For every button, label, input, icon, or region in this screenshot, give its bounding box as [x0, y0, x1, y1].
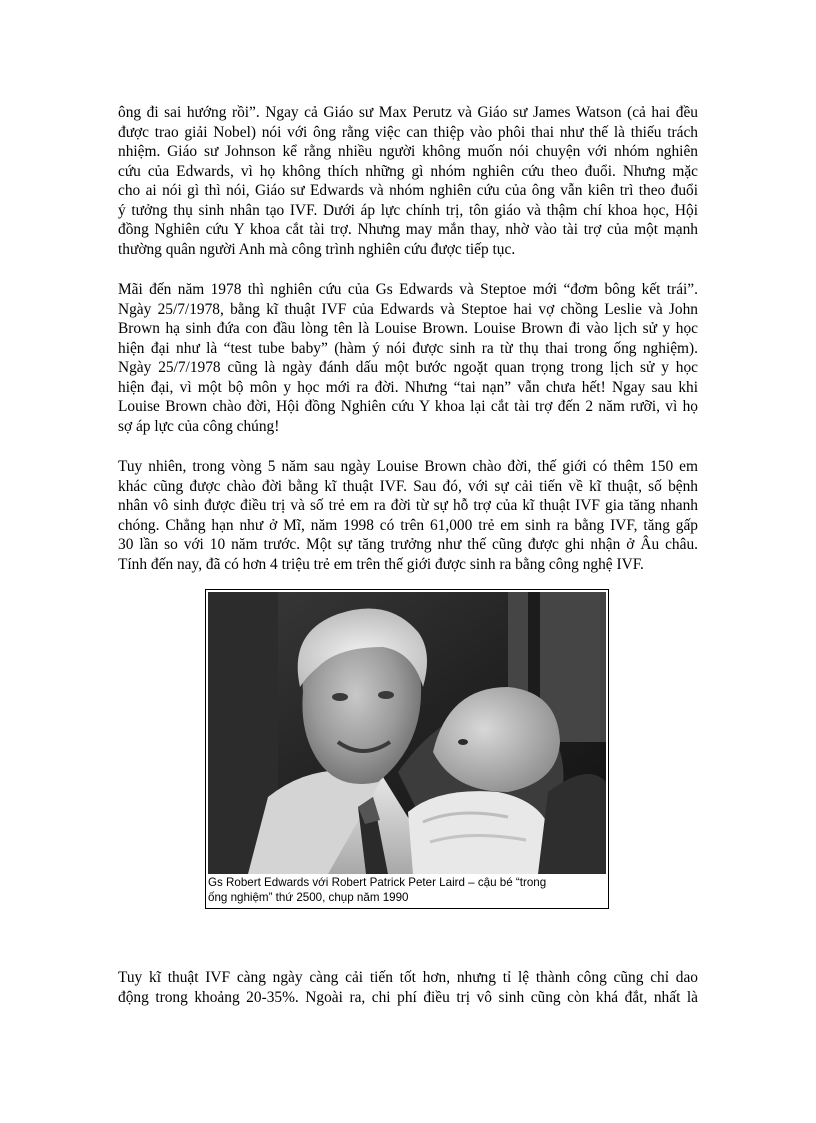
text-line: chóng. Chẳng hạn như ở Mĩ, năm 1998 có trên 61,000 trẻ em sinh ra bằng IVF, tăng gấp [118, 516, 698, 534]
text-line: 30 lần so với 10 năm trước. Một sự tăng trưởng như thế cũng được ghi nhận ở Âu châu. [118, 536, 698, 553]
text-line: Ngày 25/7/1978, bằng kĩ thuật IVF của Edwards và Steptoe hai vợ chồng Leslie và John [118, 300, 698, 318]
text-line: Brown hạ sinh đứa con đầu lòng tên là Louise Brown. Louise Brown đi vào lịch sử y học [118, 320, 698, 337]
photo-figure [205, 589, 609, 909]
caption-line: Gs Robert Edwards với Robert Patrick Peter Laird – cậu bé “trong [208, 876, 547, 889]
photo-edwards-with-baby [208, 592, 606, 874]
text-line: hiện đại, vì một bộ môn y học mới ra đời. Nhưng “tai nạn” vẫn chưa hết! Ngay sau khi [118, 378, 698, 396]
text-line: nhân vô sinh được điều trị và số trẻ em ra đời từ sự hỗ trợ của kĩ thuật IVF gia tăng nhanh [118, 497, 698, 514]
text-line: Tuy nhiên, trong vòng 5 năm sau ngày Louise Brown chào đời, thế giới có thêm 150 em [118, 458, 698, 475]
text-line: Louise Brown chào đời, Hội đồng Nghiên cứu Y khoa lại cắt tài trợ đến 2 năm rưỡi, vì họ [118, 398, 698, 415]
text-line: Tính đến nay, đã có hơn 4 triệu trẻ em trên thế giới được sinh ra bằng công nghệ IVF. [118, 555, 644, 573]
paragraph-success-rate [118, 968, 698, 1007]
text-line: được trao giải Nobel) nói với ông rằng việc can thiệp vào phôi thai như thế là thiếu trách [118, 123, 698, 141]
text-line: Tuy kĩ thuật IVF càng ngày càng cải tiến tốt hơn, nhưng tỉ lệ thành công cũng chỉ dao [118, 969, 698, 986]
text-line: sợ áp lực của công chúng! [118, 417, 280, 435]
text-line: nhiệm. Giáo sư Johnson kể rằng nhiều người không muốn nói chuyện với nhóm nghiên [118, 143, 698, 160]
text-line: khác cũng được chào đời bằng kĩ thuật IVF. Sau đó, với sự cải tiến về kĩ thuật, số bệnh [118, 477, 698, 495]
paragraph-opposition [118, 103, 698, 259]
text-line: ý tưởng thụ sinh nhân tạo IVF. Dưới áp lực chính trị, tôn giáo và thậm chí khoa học, Hội [118, 201, 698, 219]
text-line: Mãi đến năm 1978 thì nghiên cứu của Gs Edwards và Steptoe mới “đơm bông kết trái”. [118, 281, 698, 298]
text-line: ông đi sai hướng rồi”. Ngay cả Giáo sư Max Perutz và Giáo sư James Watson (cả hai đều [118, 104, 698, 121]
text-line: cho ai nói gì thì nói, Giáo sư Edwards và nhóm nghiên cứu của ông vẫn kiên trì theo đuổi [118, 182, 698, 199]
paragraph-louise-brown [118, 280, 698, 436]
text-line: hiện đại như là “test tube baby” (hàm ý nói được sinh ra từ thụ thai trong ống nghiệm). [118, 339, 698, 357]
text-line: Ngày 25/7/1978 cũng là ngày đánh dấu một bước ngoặt quan trọng trong lịch sử y học [118, 359, 698, 376]
caption-line: ống nghiệm” thứ 2500, chụp năm 1990 [208, 890, 409, 904]
text-line: động trong khoảng 20-35%. Ngoài ra, chi phí điều trị vô sinh cũng còn khá đắt, nhất là [118, 988, 698, 1006]
text-line: đồng Nghiên cứu Y khoa cắt tài trợ. Nhưng may mắn thay, nhờ vào tài trợ của một mạnh [118, 221, 698, 238]
text-line: cứu của Edwards, vì họ không thích những gì nhóm nghiên cứu theo đuổi. Nhưng mặc [118, 162, 698, 180]
photo-caption [208, 876, 606, 905]
text-line: thường quân người Anh mà công trình nghiên cứu được tiếp tục. [118, 240, 516, 258]
paragraph-ivf-growth [118, 457, 698, 574]
